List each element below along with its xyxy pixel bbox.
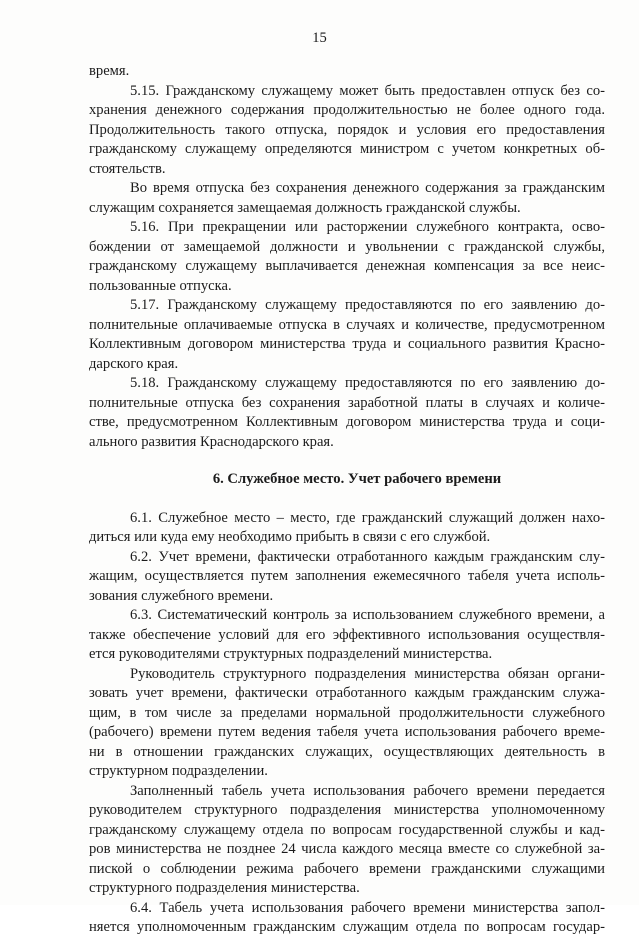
document-body (89, 62, 605, 938)
text-line: жащим, осуществляется путем заполнения ежемесячного табеля учета исполь- (89, 568, 605, 584)
text-line: 5.17. Гражданскому служащему предоставляются по его заявлению до- (130, 297, 605, 313)
paragraph (89, 548, 605, 607)
paragraph (89, 509, 605, 548)
page-number: 15 (312, 30, 327, 46)
text-line: 6.3. Систематический контроль за использованием служебного времени, а (130, 607, 605, 623)
text-line: зования служебного времени. (89, 587, 274, 604)
text-line: Во время отпуска без сохранения денежного содержания за гражданским (130, 180, 605, 196)
text-line: няется уполномоченным гражданским служащим отдела по вопросам государ- (89, 919, 605, 935)
text-line: гражданскому служащему определяются министром с учетом конкретных об- (89, 141, 605, 157)
text-line: ется руководителями структурных подразделений министерства. (89, 646, 493, 662)
text-line: хранения денежного содержания продолжительностью не более одного года. (89, 102, 605, 118)
text-line: структурном подразделении. (89, 763, 268, 779)
text-line: гражданскому служащему выплачивается денежная компенсация за все неис- (89, 258, 605, 274)
section-5-continuation (89, 62, 605, 452)
section-6-body (89, 509, 605, 938)
text-line: 6.4. Табель учета использования рабочего времени министерства запол- (130, 899, 605, 916)
text-line: щим, в том числе за пределами нормальной продолжительности служебного (89, 704, 605, 721)
text-line: 5.15. Гражданскому служащему может быть предоставлен отпуск без со- (130, 82, 605, 99)
text-line: 6.2. Учет времени, фактически отработанного каждым гражданским слу- (130, 548, 605, 565)
paragraph (89, 374, 605, 452)
text-line: полнительные оплачиваемые отпуска в случаях и количестве, предусмотренном (89, 316, 605, 333)
text-line: пиской о соблюдении режима рабочего времени гражданскими служащими (89, 860, 605, 877)
text-line: (рабочего) времени путем ведения табеля учета использования рабочего време- (89, 724, 605, 740)
text-line: стоятельств. (89, 160, 166, 177)
text-line: служащим сохраняется замещаемая должность гражданской службы. (89, 199, 521, 216)
text-line: стве, предусмотренном Коллективным договором министерства труда и соци- (89, 414, 605, 430)
text-line: гражданскому служащему отдела по вопросам государственной службы и кад- (89, 821, 605, 838)
text-line: Заполненный табель учета использования рабочего времени передается (130, 782, 605, 799)
text-line: 5.18. Гражданскому служащему предоставляются по его заявлению до- (130, 375, 605, 391)
text-line: ни в отношении гражданских служащих, осуществляющих деятельность в (89, 743, 605, 760)
text-line: диться или куда ему необходимо прибыть в связи с его службой. (89, 529, 491, 545)
section-heading: 6. Служебное место. Учет рабочего времени (212, 471, 502, 487)
text-line: ров министерства не позднее 24 числа каждого месяца вместе со служебной за- (89, 841, 605, 857)
text-line: руководителем структурного подразделения министерства уполномоченному (89, 802, 605, 818)
paragraph (89, 179, 605, 218)
text-line: 6.1. Служебное место – место, где гражданский служащий должен нахо- (130, 509, 605, 526)
paragraph (89, 82, 605, 180)
paragraph (89, 296, 605, 374)
paragraph (89, 782, 605, 899)
text-line: ального развития Краснодарского края. (89, 433, 334, 450)
text-line: бождении от замещаемой должности и увольнении с гражданской службы, (89, 238, 605, 255)
text-line: Коллективным договором министерства труда и социального развития Красно- (89, 336, 605, 352)
paragraph (89, 62, 605, 82)
text-line: дарского края. (89, 355, 179, 372)
text-line: Руководитель структурного подразделения министерства обязан органи- (130, 665, 605, 682)
paragraph (89, 665, 605, 782)
text-line: время. (89, 63, 130, 79)
text-line: пользованные отпуска. (89, 277, 232, 294)
text-line: структурного подразделения министерства. (89, 880, 360, 896)
paragraph (89, 218, 605, 296)
text-line: также обеспечение условий для его эффективного использования осуществля- (89, 626, 605, 643)
text-line: Продолжительность такого отпуска, порядок и условия его предоставления (89, 121, 605, 138)
paragraph (89, 899, 605, 938)
text-line: полнительные отпуска без сохранения заработной платы в случаях и количе- (89, 394, 605, 411)
text-line: 5.16. При прекращении или расторжении служебного контракта, осво- (130, 219, 605, 235)
text-line: зовать учет времени, фактически отработанного каждым гражданским служа- (89, 685, 605, 701)
paragraph (89, 606, 605, 665)
